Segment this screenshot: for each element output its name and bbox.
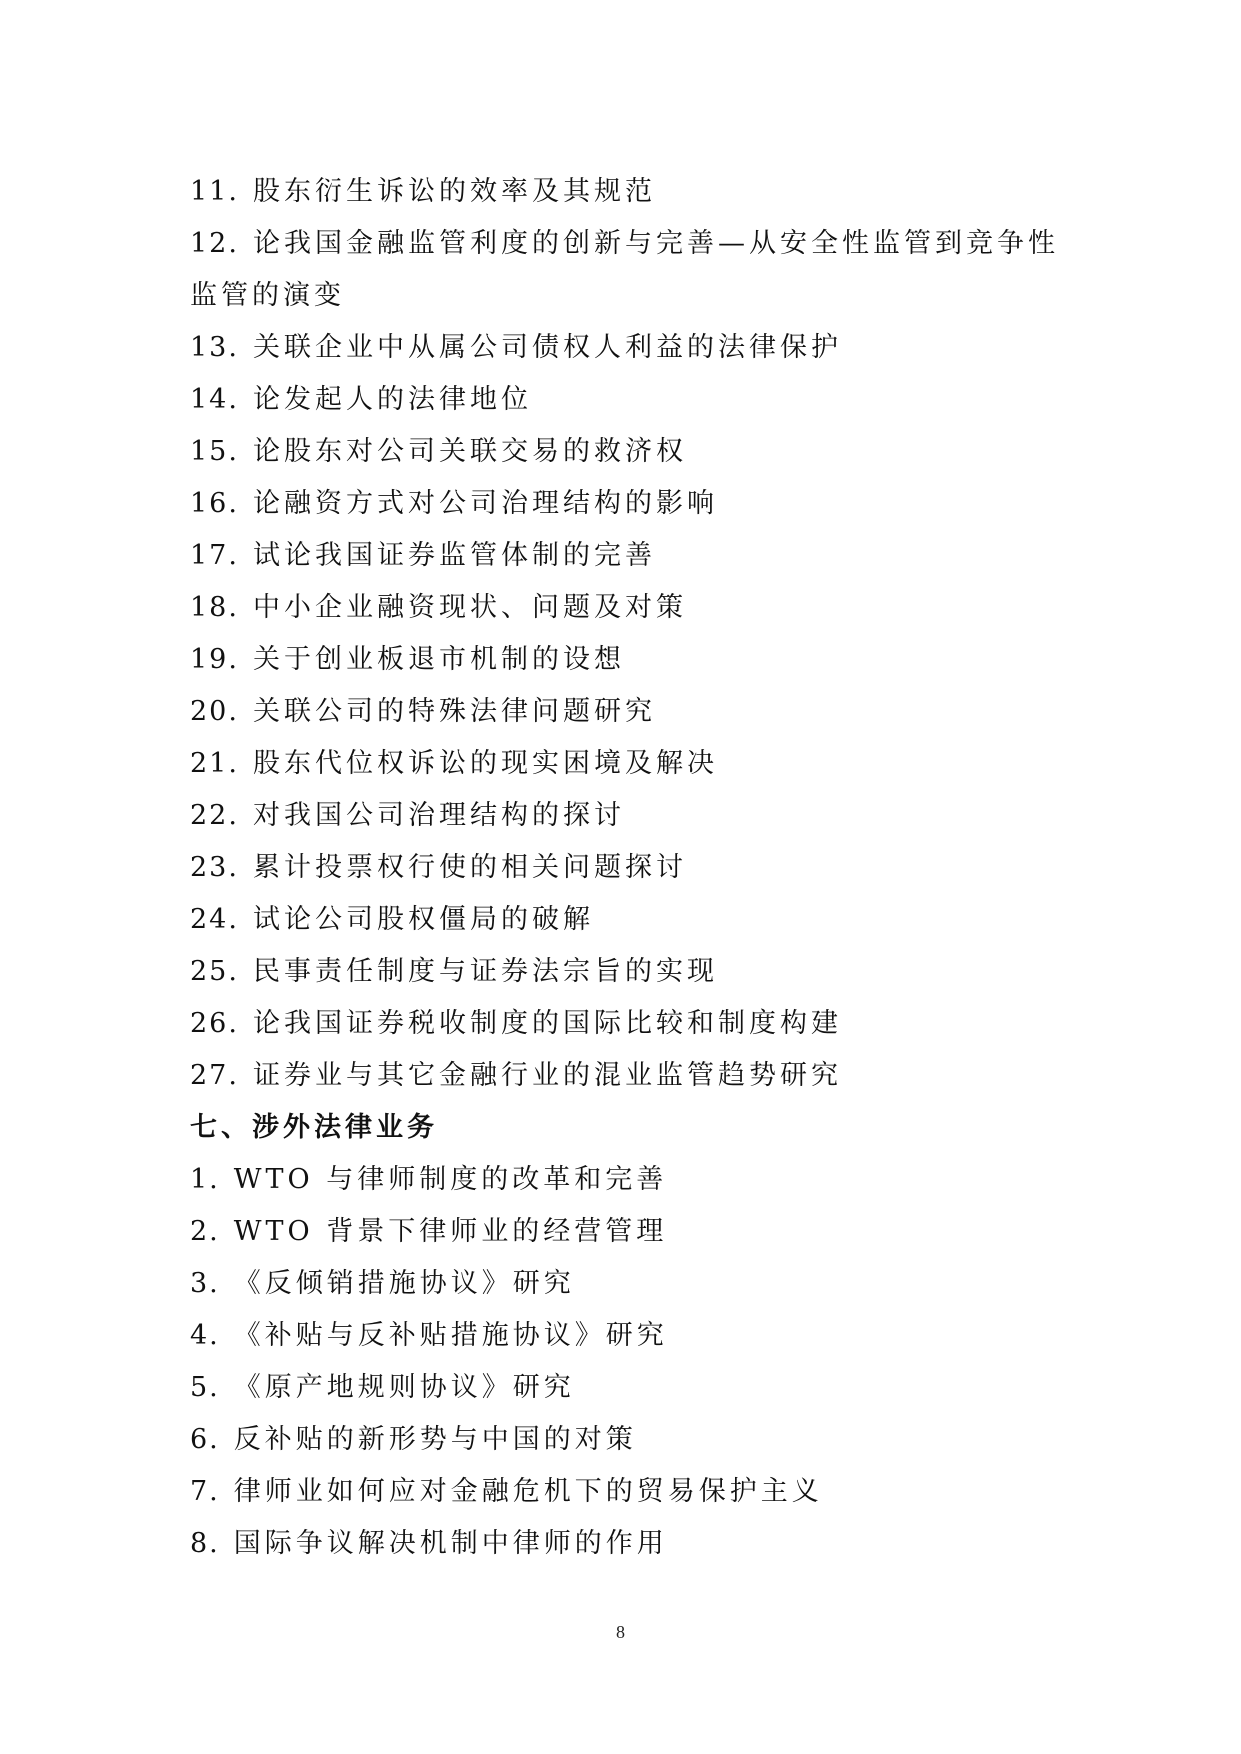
list-item: [190, 426, 1070, 478]
item-number: 12.: [190, 228, 239, 259]
item-text: 《原产地规则协议》研究: [233, 1372, 575, 1403]
page-number: 8: [616, 1622, 625, 1642]
item-text: 《补贴与反补贴措施协议》研究: [233, 1320, 668, 1351]
item-number: 26.: [190, 1008, 239, 1039]
list-item: [190, 790, 1070, 842]
item-number: 11.: [190, 176, 239, 207]
section-heading: 七、涉外法律业务: [190, 1112, 438, 1143]
item-text: 试论我国证券监管体制的完善: [252, 540, 656, 571]
item-number: 6.: [190, 1424, 220, 1455]
list-item: [190, 894, 1070, 946]
item-text: 国际争议解决机制中律师的作用: [233, 1528, 668, 1559]
item-text: 对我国公司治理结构的探讨: [252, 800, 625, 831]
item-text: 论发起人的法律地位: [252, 384, 532, 415]
list-item: [190, 1258, 1070, 1310]
item-number: 8.: [190, 1528, 220, 1559]
item-text: 关联企业中从属公司债权人利益的法律保护: [252, 332, 842, 363]
list-item: [190, 738, 1070, 790]
list-item: [190, 478, 1070, 530]
item-text: 论融资方式对公司治理结构的影响: [252, 488, 718, 519]
list-item: [190, 1466, 1070, 1518]
item-number: 3.: [190, 1268, 220, 1299]
item-text: 论股东对公司关联交易的救济权: [252, 436, 687, 467]
item-text: WTO 背景下律师业的经营管理: [233, 1216, 668, 1247]
list-item: [190, 1310, 1070, 1362]
list-item: [190, 322, 1070, 374]
list-item: [190, 1362, 1070, 1414]
item-number: 4.: [190, 1320, 220, 1351]
item-text: 股东代位权诉讼的现实困境及解决: [252, 748, 718, 779]
item-number: 17.: [190, 540, 239, 571]
list-item: [190, 1050, 1070, 1102]
item-number: 21.: [190, 748, 239, 779]
item-text: 累计投票权行使的相关问题探讨: [252, 852, 687, 883]
topic-list: [190, 166, 1070, 1570]
item-number: 16.: [190, 488, 239, 519]
list-item: [190, 998, 1070, 1050]
item-number: 20.: [190, 696, 239, 727]
item-number: 18.: [190, 592, 239, 623]
item-text: WTO 与律师制度的改革和完善: [233, 1164, 668, 1195]
item-text: 股东衍生诉讼的效率及其规范: [252, 176, 656, 207]
item-text: 证券业与其它金融行业的混业监管趋势研究: [252, 1060, 842, 1091]
item-number: 24.: [190, 904, 239, 935]
list-item: [190, 166, 1070, 218]
item-text: 民事责任制度与证券法宗旨的实现: [252, 956, 718, 987]
list-item: [190, 582, 1070, 634]
item-number: 2.: [190, 1216, 220, 1247]
item-number: 22.: [190, 800, 239, 831]
item-number: 14.: [190, 384, 239, 415]
item-text: 中小企业融资现状、问题及对策: [252, 592, 687, 623]
item-number: 25.: [190, 956, 239, 987]
list-item: [190, 1414, 1070, 1466]
item-number: 7.: [190, 1476, 220, 1507]
item-number: 1.: [190, 1164, 220, 1195]
item-number: 23.: [190, 852, 239, 883]
item-number: 5.: [190, 1372, 220, 1403]
list-item: [190, 946, 1070, 998]
list-item: [190, 1518, 1070, 1570]
item-text: 律师业如何应对金融危机下的贸易保护主义: [233, 1476, 823, 1507]
item-text: 《反倾销措施协议》研究: [233, 1268, 575, 1299]
item-text: 论我国证券税收制度的国际比较和制度构建: [252, 1008, 842, 1039]
list-item: [190, 1154, 1070, 1206]
list-item: [190, 634, 1070, 686]
list-item: [190, 842, 1070, 894]
list-item: [190, 1206, 1070, 1258]
list-item: [190, 218, 1070, 322]
item-number: 15.: [190, 436, 239, 467]
item-text: 关联公司的特殊法律问题研究: [252, 696, 656, 727]
item-text: 反补贴的新形势与中国的对策: [233, 1424, 637, 1455]
item-number: 13.: [190, 332, 239, 363]
item-number: 19.: [190, 644, 239, 675]
item-text: 试论公司股权僵局的破解: [252, 904, 594, 935]
list-item: [190, 686, 1070, 738]
item-text: 关于创业板退市机制的设想: [252, 644, 625, 675]
list-item: [190, 374, 1070, 426]
item-number: 27.: [190, 1060, 239, 1091]
item-text: 论我国金融监管利度的创新与完善—从安全性监管到竞争性监管的演变: [190, 228, 1059, 311]
list-item: [190, 530, 1070, 582]
